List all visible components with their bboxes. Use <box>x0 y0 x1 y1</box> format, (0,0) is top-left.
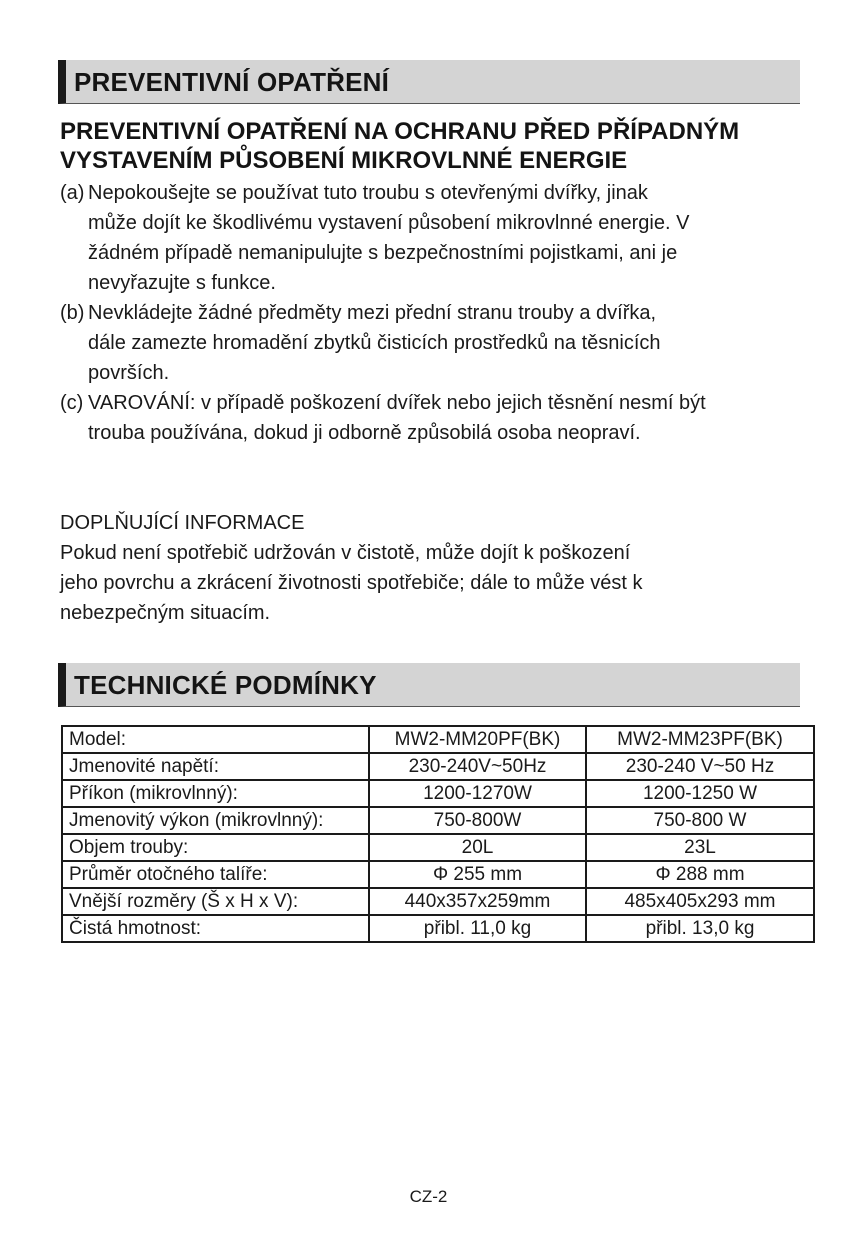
table-row <box>62 753 814 780</box>
subheading-line: PREVENTIVNÍ OPATŘENÍ NA OCHRANU PŘED PŘÍPADNÝM <box>60 118 740 145</box>
item-line: Nevkládejte žádné předměty mezi přední stranu trouby a dvířka, <box>88 302 657 324</box>
item-line: VAROVÁNÍ: v případě poškození dvířek nebo jejich těsnění nesmí být <box>88 392 706 414</box>
info-heading: DOPLŇUJÍCÍ INFORMACE <box>60 512 305 534</box>
table-row <box>62 861 814 888</box>
item-text <box>88 388 800 448</box>
spec-value-mw2-mm20pf: 230-240V~50Hz <box>369 753 586 780</box>
table-row <box>62 915 814 942</box>
item-line: Nepokoušejte se používat tuto troubu s otevřenými dvířky, jinak <box>88 182 648 204</box>
section-title-precautions: PREVENTIVNÍ OPATŘENÍ <box>74 67 390 97</box>
table-row <box>62 726 814 753</box>
spec-value-mw2-mm23pf: 23L <box>586 834 814 861</box>
info-line: nebezpečným situacím. <box>60 602 271 624</box>
item-marker: (b) <box>60 302 85 324</box>
item-text <box>88 178 800 298</box>
page-number: CZ-2 <box>409 1187 448 1206</box>
table-row <box>62 834 814 861</box>
precautions-subheading <box>60 117 800 175</box>
table-row <box>62 888 814 915</box>
item-line: trouba používána, dokud ji odborně způsobilá osoba neopraví. <box>88 422 641 444</box>
spec-value-mw2-mm20pf: 750-800W <box>369 807 586 834</box>
info-line: jeho povrchu a zkrácení životnosti spotřebiče; dále to může vést k <box>60 572 643 594</box>
spec-value-mw2-mm23pf: 750-800 W <box>586 807 814 834</box>
precaution-item-a <box>60 178 800 298</box>
spec-value-mw2-mm23pf: 230-240 V~50 Hz <box>586 753 814 780</box>
spec-value-mw2-mm20pf: přibl. 11,0 kg <box>369 915 586 942</box>
spec-label: Příkon (mikrovlnný): <box>62 780 369 807</box>
item-line: může dojít ke škodlivému vystavení působení mikrovlnné energie. V <box>88 212 690 234</box>
section-header-precautions <box>58 60 800 104</box>
precaution-item-c <box>60 388 800 448</box>
spec-value-mw2-mm20pf: 1200-1270W <box>369 780 586 807</box>
spec-value-mw2-mm20pf: MW2-MM20PF(BK) <box>369 726 586 753</box>
spec-value-mw2-mm23pf: Φ 288 mm <box>586 861 814 888</box>
spec-value-mw2-mm20pf: 20L <box>369 834 586 861</box>
item-line: dále zamezte hromadění zbytků čisticích prostředků na těsnicích <box>88 332 661 354</box>
spec-label: Průměr otočného talíře: <box>62 861 369 888</box>
spec-label: Čistá hmotnost: <box>62 915 369 942</box>
section-header-specs <box>58 663 800 707</box>
item-line: nevyřazujte s funkce. <box>88 272 276 294</box>
spec-value-mw2-mm20pf: Φ 255 mm <box>369 861 586 888</box>
spec-value-mw2-mm20pf: 440x357x259mm <box>369 888 586 915</box>
spec-value-mw2-mm23pf: 1200-1250 W <box>586 780 814 807</box>
spec-label: Vnější rozměry (Š x H x V): <box>62 888 369 915</box>
specs-table <box>61 725 815 943</box>
subheading-line: VYSTAVENÍM PŮSOBENÍ MIKROVLNNÉ ENERGIE <box>60 147 628 174</box>
table-row <box>62 807 814 834</box>
additional-info <box>60 508 800 628</box>
spec-label: Objem trouby: <box>62 834 369 861</box>
info-line: Pokud není spotřebič udržován v čistotě, může dojít k poškození <box>60 542 631 564</box>
item-marker: (c) <box>60 392 84 414</box>
spec-label: Model: <box>62 726 369 753</box>
spec-value-mw2-mm23pf: 485x405x293 mm <box>586 888 814 915</box>
precaution-item-b <box>60 298 800 388</box>
table-row <box>62 780 814 807</box>
item-text <box>88 298 800 388</box>
section-title-specs: TECHNICKÉ PODMÍNKY <box>74 670 377 700</box>
item-marker: (a) <box>60 182 85 204</box>
spec-label: Jmenovité napětí: <box>62 753 369 780</box>
item-line: žádném případě nemanipulujte s bezpečnostními pojistkami, ani je <box>88 242 678 264</box>
spec-value-mw2-mm23pf: přibl. 13,0 kg <box>586 915 814 942</box>
spec-label: Jmenovitý výkon (mikrovlnný): <box>62 807 369 834</box>
spec-value-mw2-mm23pf: MW2-MM23PF(BK) <box>586 726 814 753</box>
item-line: površích. <box>88 362 170 384</box>
